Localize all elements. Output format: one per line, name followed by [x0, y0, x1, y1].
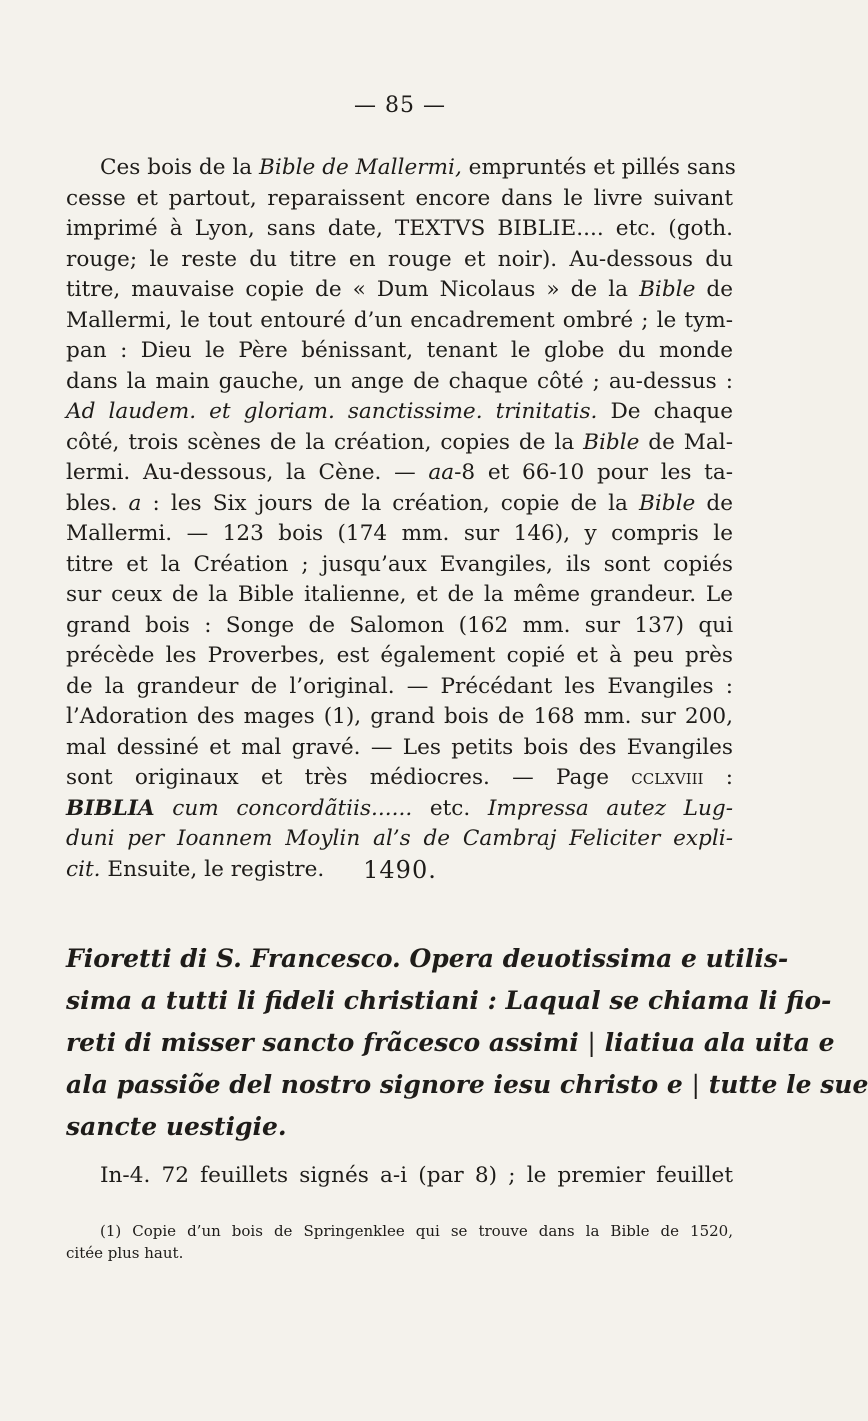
description-paragraph — [66, 1161, 733, 1192]
text-line: Mallermi. — 123 bois (174 mm. sur 146), y compris le — [66, 521, 733, 546]
text-line: titre et la Création ; jusqu’aux Evangiles, ils sont copiés — [66, 551, 733, 577]
text-line: mal dessiné et mal gravé. — Les petits bois des Evangiles — [66, 734, 733, 760]
title-line: sancte uestigie. — [66, 1112, 287, 1141]
text-line: bles. a : les Six jours de la création, copie de la Bible de — [66, 490, 733, 516]
footnote-line: (1) Copie d’un bois de Springenklee qui se trouve dans la Bible de 1520, — [100, 1222, 733, 1240]
text-line: In-4. 72 feuillets signés a-i (par 8) ; le premier feuillet — [100, 1163, 733, 1188]
italic-bible-title: Bible de Mallermi, — [259, 155, 462, 180]
body-paragraph — [66, 153, 736, 885]
text-line: côté, trois scènes de la création, copies de la Bible de Mal- — [66, 429, 733, 455]
text-line: rouge; le reste du titre en rouge et noir). Au-dessous du — [66, 246, 733, 272]
text-line: sur ceux de la Bible italienne, et de la même grandeur. Le — [66, 582, 733, 607]
text-line: dans la main gauche, un ange de chaque côté ; au-dessus : — [66, 368, 733, 394]
text-line: imprimé à Lyon, sans date, TEXTVS BIBLIE.... etc. (goth. — [66, 216, 733, 241]
text-line: lermi. Au-dessous, la Cène. — aa-8 et 66-10 pour les ta- — [66, 460, 734, 485]
text-line: l’Adoration des mages (1), grand bois de 168 mm. sur 200, — [66, 704, 733, 729]
title-line: ala passiõe del nostro signore iesu christo e | tutte le sue — [66, 1070, 868, 1099]
text-line: cesse et partout, reparaissent encore dans le livre suivant — [66, 185, 733, 211]
text-line: BIBLIA cum concordãtiis...... etc. Impressa autez Lug- — [66, 795, 733, 821]
footnote — [66, 1220, 733, 1264]
page-number: — 85 — — [354, 93, 446, 118]
text-line: Ces bois de la Bible de Mallermi, empruntés et pillés sans — [100, 155, 736, 180]
text-line: sont originaux et très médiocres. — Page cclxviii : — [66, 765, 733, 790]
text-line: Mallermi, le tout entouré d’un encadrement ombré ; le tym- — [66, 307, 733, 333]
entry-year: 1490. — [363, 856, 437, 884]
text-line: duni per Ioannem Moylin al’s de Cambraj Feliciter expli- — [66, 826, 733, 851]
text-line: grand bois : Songe de Salomon (162 mm. sur 137) qui — [66, 612, 733, 638]
text-line: pan : Dieu le Père bénissant, tenant le globe du monde — [66, 338, 733, 363]
book-title-entry — [66, 938, 868, 1148]
title-line: Fioretti di S. Francesco. Opera deuotissima e utilis- — [66, 944, 789, 973]
latin-inscription: Ad laudem. et gloriam. sanctissime. trinitatis. — [66, 399, 598, 424]
text-line: Ad laudem. et gloriam. sanctissime. trinitatis. De chaque — [66, 399, 733, 424]
line-break-bar: | — [691, 1070, 700, 1099]
footnote-line: citée plus haut. — [66, 1244, 184, 1262]
text-line: de la grandeur de l’original. — Précédant les Evangiles : — [66, 673, 733, 699]
title-line: sima a tutti li fideli christiani : Laqual se chiama li fio- — [66, 986, 832, 1015]
line-break-bar: | — [587, 1028, 596, 1057]
title-line: reti di misser sancto frãcesco assimi | liatiua ala uita e — [66, 1028, 835, 1057]
text-line: cit. Ensuite, le registre. — [66, 856, 325, 882]
text-line: titre, mauvaise copie de « Dum Nicolaus » de la Bible de — [66, 277, 733, 302]
text-line: précède les Proverbes, est également copié et à peu près — [66, 643, 733, 668]
roman-page-number: cclxviii — [631, 765, 704, 790]
